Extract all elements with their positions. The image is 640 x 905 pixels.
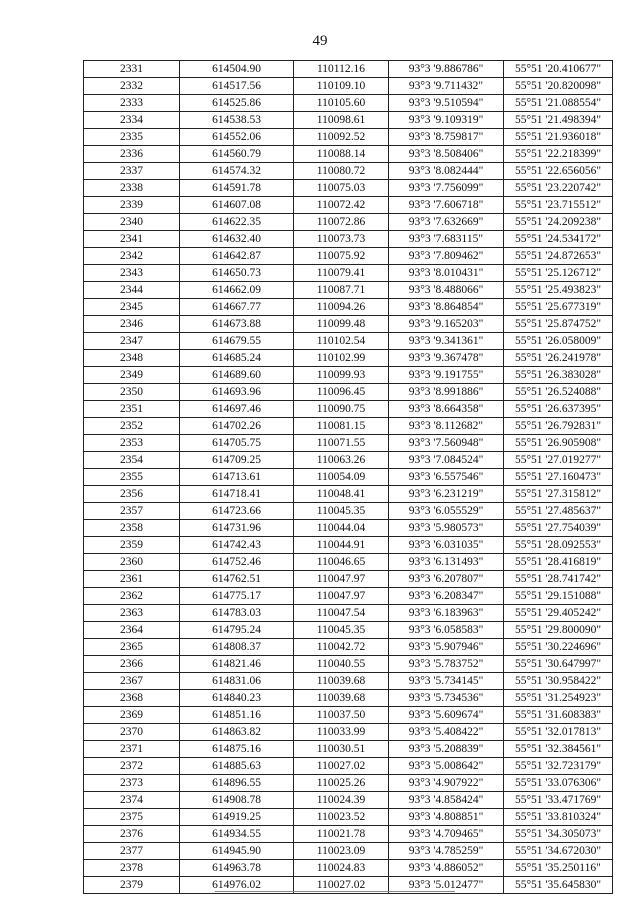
y-coordinate-cell: 110079.41 xyxy=(294,265,389,282)
y-coordinate-cell: 110094.26 xyxy=(294,299,389,316)
longitude-cell: 93°3 '4.858424" xyxy=(389,792,504,809)
x-coordinate-cell: 614723.66 xyxy=(180,503,294,520)
table-row xyxy=(84,452,613,469)
longitude-cell: 93°3 '8.864854" xyxy=(389,299,504,316)
longitude-cell: 93°3 '8.488066" xyxy=(389,282,504,299)
longitude-cell: 93°3 '4.907922" xyxy=(389,775,504,792)
latitude-cell: 55°51 '32.723179" xyxy=(504,758,613,775)
latitude-cell: 55°51 '25.493823" xyxy=(504,282,613,299)
point-number-cell: 2335 xyxy=(84,129,180,146)
latitude-cell: 55°51 '27.019277" xyxy=(504,452,613,469)
longitude-cell: 93°3 '5.012477" xyxy=(389,877,504,894)
longitude-cell: 93°3 '4.808851" xyxy=(389,809,504,826)
latitude-cell: 55°51 '29.151088" xyxy=(504,588,613,605)
longitude-cell: 93°3 '4.886052" xyxy=(389,860,504,877)
x-coordinate-cell: 614622.35 xyxy=(180,214,294,231)
x-coordinate-cell: 614851.16 xyxy=(180,707,294,724)
y-coordinate-cell: 110046.65 xyxy=(294,554,389,571)
y-coordinate-cell: 110090.75 xyxy=(294,401,389,418)
point-number-cell: 2331 xyxy=(84,61,180,78)
longitude-cell: 93°3 '9.711432" xyxy=(389,78,504,95)
table-row xyxy=(84,758,613,775)
table-row xyxy=(84,231,613,248)
latitude-cell: 55°51 '28.092553" xyxy=(504,537,613,554)
x-coordinate-cell: 614504.90 xyxy=(180,61,294,78)
table-row xyxy=(84,418,613,435)
point-number-cell: 2347 xyxy=(84,333,180,350)
table-row xyxy=(84,707,613,724)
longitude-cell: 93°3 '9.191755" xyxy=(389,367,504,384)
x-coordinate-cell: 614552.06 xyxy=(180,129,294,146)
latitude-cell: 55°51 '26.792831" xyxy=(504,418,613,435)
y-coordinate-cell: 110027.02 xyxy=(294,877,389,894)
point-number-cell: 2345 xyxy=(84,299,180,316)
point-number-cell: 2333 xyxy=(84,95,180,112)
y-coordinate-cell: 110063.26 xyxy=(294,452,389,469)
y-coordinate-cell: 110099.48 xyxy=(294,316,389,333)
latitude-cell: 55°51 '35.250116" xyxy=(504,860,613,877)
table-row xyxy=(84,112,613,129)
point-number-cell: 2375 xyxy=(84,809,180,826)
table-row xyxy=(84,350,613,367)
longitude-cell: 93°3 '5.783752" xyxy=(389,656,504,673)
longitude-cell: 93°3 '7.756099" xyxy=(389,180,504,197)
point-number-cell: 2376 xyxy=(84,826,180,843)
point-number-cell: 2341 xyxy=(84,231,180,248)
x-coordinate-cell: 614632.40 xyxy=(180,231,294,248)
point-number-cell: 2362 xyxy=(84,588,180,605)
y-coordinate-cell: 110072.42 xyxy=(294,197,389,214)
y-coordinate-cell: 110102.54 xyxy=(294,333,389,350)
latitude-cell: 55°51 '28.416819" xyxy=(504,554,613,571)
y-coordinate-cell: 110102.99 xyxy=(294,350,389,367)
y-coordinate-cell: 110054.09 xyxy=(294,469,389,486)
latitude-cell: 55°51 '31.608383" xyxy=(504,707,613,724)
latitude-cell: 55°51 '30.224696" xyxy=(504,639,613,656)
x-coordinate-cell: 614689.60 xyxy=(180,367,294,384)
table-row xyxy=(84,469,613,486)
latitude-cell: 55°51 '29.405242" xyxy=(504,605,613,622)
point-number-cell: 2366 xyxy=(84,656,180,673)
point-number-cell: 2346 xyxy=(84,316,180,333)
latitude-cell: 55°51 '25.126712" xyxy=(504,265,613,282)
point-number-cell: 2339 xyxy=(84,197,180,214)
latitude-cell: 55°51 '27.754039" xyxy=(504,520,613,537)
longitude-cell: 93°3 '4.785259" xyxy=(389,843,504,860)
point-number-cell: 2337 xyxy=(84,163,180,180)
x-coordinate-cell: 614538.53 xyxy=(180,112,294,129)
x-coordinate-cell: 614840.23 xyxy=(180,690,294,707)
longitude-cell: 93°3 '8.759817" xyxy=(389,129,504,146)
table-row xyxy=(84,741,613,758)
footer-rule xyxy=(215,891,455,892)
y-coordinate-cell: 110071.55 xyxy=(294,435,389,452)
table-row xyxy=(84,860,613,877)
longitude-cell: 93°3 '7.560948" xyxy=(389,435,504,452)
longitude-cell: 93°3 '9.367478" xyxy=(389,350,504,367)
point-number-cell: 2352 xyxy=(84,418,180,435)
y-coordinate-cell: 110025.26 xyxy=(294,775,389,792)
table-row xyxy=(84,197,613,214)
x-coordinate-cell: 614795.24 xyxy=(180,622,294,639)
y-coordinate-cell: 110047.97 xyxy=(294,588,389,605)
longitude-cell: 93°3 '8.991886" xyxy=(389,384,504,401)
longitude-cell: 93°3 '8.010431" xyxy=(389,265,504,282)
table-row xyxy=(84,333,613,350)
coordinates-table-body xyxy=(84,61,613,894)
point-number-cell: 2360 xyxy=(84,554,180,571)
y-coordinate-cell: 110024.83 xyxy=(294,860,389,877)
table-row xyxy=(84,316,613,333)
y-coordinate-cell: 110024.39 xyxy=(294,792,389,809)
longitude-cell: 93°3 '7.606718" xyxy=(389,197,504,214)
x-coordinate-cell: 614885.63 xyxy=(180,758,294,775)
longitude-cell: 93°3 '8.112682" xyxy=(389,418,504,435)
table-row xyxy=(84,826,613,843)
longitude-cell: 93°3 '8.664358" xyxy=(389,401,504,418)
x-coordinate-cell: 614705.75 xyxy=(180,435,294,452)
y-coordinate-cell: 110040.55 xyxy=(294,656,389,673)
longitude-cell: 93°3 '5.008642" xyxy=(389,758,504,775)
latitude-cell: 55°51 '26.524088" xyxy=(504,384,613,401)
latitude-cell: 55°51 '33.471769" xyxy=(504,792,613,809)
table-row xyxy=(84,673,613,690)
page-number: 49 xyxy=(312,33,328,49)
latitude-cell: 55°51 '26.058009" xyxy=(504,333,613,350)
table-row xyxy=(84,248,613,265)
longitude-cell: 93°3 '9.341361" xyxy=(389,333,504,350)
table-row xyxy=(84,792,613,809)
table-row xyxy=(84,554,613,571)
longitude-cell: 93°3 '5.907946" xyxy=(389,639,504,656)
point-number-cell: 2342 xyxy=(84,248,180,265)
point-number-cell: 2343 xyxy=(84,265,180,282)
x-coordinate-cell: 614762.51 xyxy=(180,571,294,588)
latitude-cell: 55°51 '34.672030" xyxy=(504,843,613,860)
y-coordinate-cell: 110048.41 xyxy=(294,486,389,503)
point-number-cell: 2364 xyxy=(84,622,180,639)
table-row xyxy=(84,520,613,537)
longitude-cell: 93°3 '6.231219" xyxy=(389,486,504,503)
point-number-cell: 2359 xyxy=(84,537,180,554)
x-coordinate-cell: 614742.43 xyxy=(180,537,294,554)
table-row xyxy=(84,401,613,418)
point-number-cell: 2374 xyxy=(84,792,180,809)
point-number-cell: 2373 xyxy=(84,775,180,792)
latitude-cell: 55°51 '25.677319" xyxy=(504,299,613,316)
longitude-cell: 93°3 '7.632669" xyxy=(389,214,504,231)
y-coordinate-cell: 110044.04 xyxy=(294,520,389,537)
y-coordinate-cell: 110023.09 xyxy=(294,843,389,860)
x-coordinate-cell: 614831.06 xyxy=(180,673,294,690)
x-coordinate-cell: 614650.73 xyxy=(180,265,294,282)
x-coordinate-cell: 614693.96 xyxy=(180,384,294,401)
point-number-cell: 2356 xyxy=(84,486,180,503)
point-number-cell: 2354 xyxy=(84,452,180,469)
longitude-cell: 93°3 '4.709465" xyxy=(389,826,504,843)
latitude-cell: 55°51 '26.905908" xyxy=(504,435,613,452)
latitude-cell: 55°51 '32.017813" xyxy=(504,724,613,741)
y-coordinate-cell: 110039.68 xyxy=(294,673,389,690)
table-row xyxy=(84,588,613,605)
latitude-cell: 55°51 '35.645830" xyxy=(504,877,613,894)
point-number-cell: 2344 xyxy=(84,282,180,299)
point-number-cell: 2353 xyxy=(84,435,180,452)
latitude-cell: 55°51 '28.741742" xyxy=(504,571,613,588)
x-coordinate-cell: 614709.25 xyxy=(180,452,294,469)
table-row xyxy=(84,299,613,316)
x-coordinate-cell: 614808.37 xyxy=(180,639,294,656)
latitude-cell: 55°51 '21.936018" xyxy=(504,129,613,146)
point-number-cell: 2363 xyxy=(84,605,180,622)
y-coordinate-cell: 110080.72 xyxy=(294,163,389,180)
table-row xyxy=(84,129,613,146)
longitude-cell: 93°3 '6.208347" xyxy=(389,588,504,605)
y-coordinate-cell: 110023.52 xyxy=(294,809,389,826)
point-number-cell: 2368 xyxy=(84,690,180,707)
latitude-cell: 55°51 '21.088554" xyxy=(504,95,613,112)
longitude-cell: 93°3 '9.510594" xyxy=(389,95,504,112)
coordinates-table xyxy=(83,60,613,894)
y-coordinate-cell: 110033.99 xyxy=(294,724,389,741)
longitude-cell: 93°3 '7.809462" xyxy=(389,248,504,265)
latitude-cell: 55°51 '24.872653" xyxy=(504,248,613,265)
table-row xyxy=(84,605,613,622)
table-row xyxy=(84,214,613,231)
longitude-cell: 93°3 '7.683115" xyxy=(389,231,504,248)
x-coordinate-cell: 614685.24 xyxy=(180,350,294,367)
longitude-cell: 93°3 '5.408422" xyxy=(389,724,504,741)
latitude-cell: 55°51 '31.254923" xyxy=(504,690,613,707)
table-row xyxy=(84,639,613,656)
table-row xyxy=(84,503,613,520)
longitude-cell: 93°3 '6.557546" xyxy=(389,469,504,486)
latitude-cell: 55°51 '33.076306" xyxy=(504,775,613,792)
y-coordinate-cell: 110105.60 xyxy=(294,95,389,112)
latitude-cell: 55°51 '32.384561" xyxy=(504,741,613,758)
point-number-cell: 2370 xyxy=(84,724,180,741)
x-coordinate-cell: 614821.46 xyxy=(180,656,294,673)
y-coordinate-cell: 110042.72 xyxy=(294,639,389,656)
table-row xyxy=(84,656,613,673)
point-number-cell: 2348 xyxy=(84,350,180,367)
x-coordinate-cell: 614752.46 xyxy=(180,554,294,571)
longitude-cell: 93°3 '6.058583" xyxy=(389,622,504,639)
x-coordinate-cell: 614679.55 xyxy=(180,333,294,350)
point-number-cell: 2336 xyxy=(84,146,180,163)
longitude-cell: 93°3 '6.031035" xyxy=(389,537,504,554)
x-coordinate-cell: 614976.02 xyxy=(180,877,294,894)
latitude-cell: 55°51 '22.218399" xyxy=(504,146,613,163)
latitude-cell: 55°51 '20.820098" xyxy=(504,78,613,95)
y-coordinate-cell: 110044.91 xyxy=(294,537,389,554)
x-coordinate-cell: 614697.46 xyxy=(180,401,294,418)
table-row xyxy=(84,537,613,554)
point-number-cell: 2332 xyxy=(84,78,180,95)
longitude-cell: 93°3 '9.109319" xyxy=(389,112,504,129)
x-coordinate-cell: 614775.17 xyxy=(180,588,294,605)
table-row xyxy=(84,622,613,639)
latitude-cell: 55°51 '26.637395" xyxy=(504,401,613,418)
table-row xyxy=(84,809,613,826)
point-number-cell: 2338 xyxy=(84,180,180,197)
y-coordinate-cell: 110092.52 xyxy=(294,129,389,146)
latitude-cell: 55°51 '29.800090" xyxy=(504,622,613,639)
y-coordinate-cell: 110096.45 xyxy=(294,384,389,401)
latitude-cell: 55°51 '26.241978" xyxy=(504,350,613,367)
point-number-cell: 2367 xyxy=(84,673,180,690)
table-row xyxy=(84,690,613,707)
table-row xyxy=(84,61,613,78)
y-coordinate-cell: 110027.02 xyxy=(294,758,389,775)
latitude-cell: 55°51 '26.383028" xyxy=(504,367,613,384)
longitude-cell: 93°3 '5.734536" xyxy=(389,690,504,707)
x-coordinate-cell: 614662.09 xyxy=(180,282,294,299)
point-number-cell: 2340 xyxy=(84,214,180,231)
y-coordinate-cell: 110021.78 xyxy=(294,826,389,843)
y-coordinate-cell: 110109.10 xyxy=(294,78,389,95)
table-row xyxy=(84,78,613,95)
y-coordinate-cell: 110045.35 xyxy=(294,622,389,639)
table-row xyxy=(84,384,613,401)
point-number-cell: 2369 xyxy=(84,707,180,724)
latitude-cell: 55°51 '27.485637" xyxy=(504,503,613,520)
latitude-cell: 55°51 '27.315812" xyxy=(504,486,613,503)
latitude-cell: 55°51 '33.810324" xyxy=(504,809,613,826)
latitude-cell: 55°51 '27.160473" xyxy=(504,469,613,486)
table-row xyxy=(84,367,613,384)
x-coordinate-cell: 614607.08 xyxy=(180,197,294,214)
x-coordinate-cell: 614591.78 xyxy=(180,180,294,197)
longitude-cell: 93°3 '6.183963" xyxy=(389,605,504,622)
longitude-cell: 93°3 '8.508406" xyxy=(389,146,504,163)
point-number-cell: 2357 xyxy=(84,503,180,520)
longitude-cell: 93°3 '9.886786" xyxy=(389,61,504,78)
x-coordinate-cell: 614934.55 xyxy=(180,826,294,843)
longitude-cell: 93°3 '6.207807" xyxy=(389,571,504,588)
x-coordinate-cell: 614517.56 xyxy=(180,78,294,95)
latitude-cell: 55°51 '25.874752" xyxy=(504,316,613,333)
y-coordinate-cell: 110112.16 xyxy=(294,61,389,78)
y-coordinate-cell: 110037.50 xyxy=(294,707,389,724)
y-coordinate-cell: 110045.35 xyxy=(294,503,389,520)
x-coordinate-cell: 614525.86 xyxy=(180,95,294,112)
longitude-cell: 93°3 '6.055529" xyxy=(389,503,504,520)
x-coordinate-cell: 614731.96 xyxy=(180,520,294,537)
x-coordinate-cell: 614642.87 xyxy=(180,248,294,265)
table-row xyxy=(84,775,613,792)
x-coordinate-cell: 614574.32 xyxy=(180,163,294,180)
longitude-cell: 93°3 '5.734145" xyxy=(389,673,504,690)
x-coordinate-cell: 614896.55 xyxy=(180,775,294,792)
x-coordinate-cell: 614908.78 xyxy=(180,792,294,809)
y-coordinate-cell: 110088.14 xyxy=(294,146,389,163)
point-number-cell: 2350 xyxy=(84,384,180,401)
x-coordinate-cell: 614945.90 xyxy=(180,843,294,860)
table-row xyxy=(84,265,613,282)
latitude-cell: 55°51 '23.220742" xyxy=(504,180,613,197)
y-coordinate-cell: 110072.86 xyxy=(294,214,389,231)
point-number-cell: 2378 xyxy=(84,860,180,877)
table-row xyxy=(84,843,613,860)
x-coordinate-cell: 614963.78 xyxy=(180,860,294,877)
longitude-cell: 93°3 '7.084524" xyxy=(389,452,504,469)
longitude-cell: 93°3 '8.082444" xyxy=(389,163,504,180)
latitude-cell: 55°51 '24.534172" xyxy=(504,231,613,248)
point-number-cell: 2351 xyxy=(84,401,180,418)
longitude-cell: 93°3 '6.131493" xyxy=(389,554,504,571)
table-row xyxy=(84,95,613,112)
point-number-cell: 2372 xyxy=(84,758,180,775)
y-coordinate-cell: 110075.92 xyxy=(294,248,389,265)
latitude-cell: 55°51 '22.656056" xyxy=(504,163,613,180)
x-coordinate-cell: 614667.77 xyxy=(180,299,294,316)
latitude-cell: 55°51 '20.410677" xyxy=(504,61,613,78)
longitude-cell: 93°3 '5.609674" xyxy=(389,707,504,724)
y-coordinate-cell: 110039.68 xyxy=(294,690,389,707)
table-row xyxy=(84,180,613,197)
y-coordinate-cell: 110030.51 xyxy=(294,741,389,758)
x-coordinate-cell: 614783.03 xyxy=(180,605,294,622)
x-coordinate-cell: 614863.82 xyxy=(180,724,294,741)
y-coordinate-cell: 110073.73 xyxy=(294,231,389,248)
x-coordinate-cell: 614875.16 xyxy=(180,741,294,758)
point-number-cell: 2377 xyxy=(84,843,180,860)
x-coordinate-cell: 614713.61 xyxy=(180,469,294,486)
longitude-cell: 93°3 '5.980573" xyxy=(389,520,504,537)
table-row xyxy=(84,571,613,588)
latitude-cell: 55°51 '30.958422" xyxy=(504,673,613,690)
table-row xyxy=(84,724,613,741)
table-row xyxy=(84,486,613,503)
latitude-cell: 55°51 '23.715512" xyxy=(504,197,613,214)
table-row xyxy=(84,163,613,180)
latitude-cell: 55°51 '34.305073" xyxy=(504,826,613,843)
point-number-cell: 2358 xyxy=(84,520,180,537)
point-number-cell: 2365 xyxy=(84,639,180,656)
y-coordinate-cell: 110047.54 xyxy=(294,605,389,622)
y-coordinate-cell: 110099.93 xyxy=(294,367,389,384)
table-row xyxy=(84,146,613,163)
longitude-cell: 93°3 '9.165203" xyxy=(389,316,504,333)
point-number-cell: 2379 xyxy=(84,877,180,894)
x-coordinate-cell: 614702.26 xyxy=(180,418,294,435)
y-coordinate-cell: 110098.61 xyxy=(294,112,389,129)
latitude-cell: 55°51 '21.498394" xyxy=(504,112,613,129)
y-coordinate-cell: 110047.97 xyxy=(294,571,389,588)
y-coordinate-cell: 110075.03 xyxy=(294,180,389,197)
latitude-cell: 55°51 '24.209238" xyxy=(504,214,613,231)
x-coordinate-cell: 614560.79 xyxy=(180,146,294,163)
latitude-cell: 55°51 '30.647997" xyxy=(504,656,613,673)
table-row xyxy=(84,282,613,299)
table-row xyxy=(84,435,613,452)
x-coordinate-cell: 614919.25 xyxy=(180,809,294,826)
x-coordinate-cell: 614718.41 xyxy=(180,486,294,503)
point-number-cell: 2349 xyxy=(84,367,180,384)
x-coordinate-cell: 614673.88 xyxy=(180,316,294,333)
point-number-cell: 2355 xyxy=(84,469,180,486)
point-number-cell: 2334 xyxy=(84,112,180,129)
y-coordinate-cell: 110081.15 xyxy=(294,418,389,435)
longitude-cell: 93°3 '5.208839" xyxy=(389,741,504,758)
point-number-cell: 2361 xyxy=(84,571,180,588)
point-number-cell: 2371 xyxy=(84,741,180,758)
y-coordinate-cell: 110087.71 xyxy=(294,282,389,299)
